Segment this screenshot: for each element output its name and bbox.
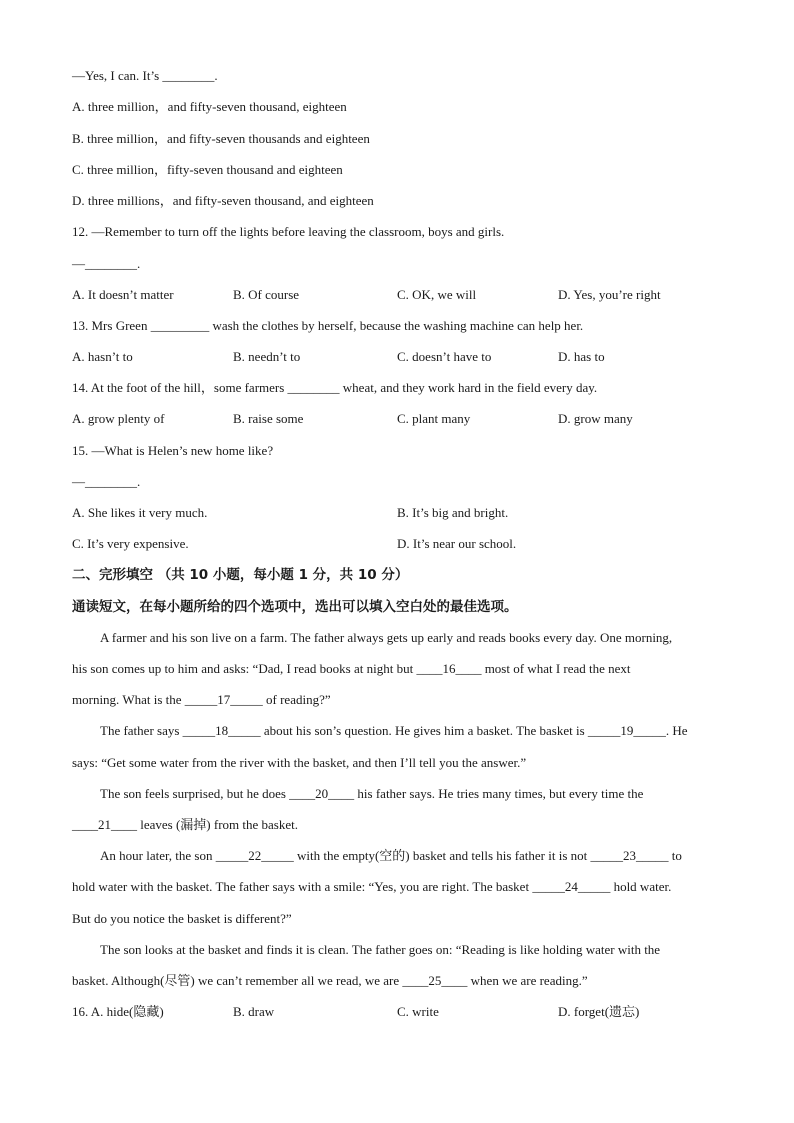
- q16-option-a: 16. A. hide(隐藏): [72, 1004, 164, 1019]
- q12-option-c: C. OK, we will: [397, 287, 477, 302]
- section-title: 二、完形填空 （共 10 小题，每小题 1 分，共 10 分）: [72, 567, 409, 583]
- passage-line-11: The son looks at the basket and finds it is clean. The father goes on: “Reading is like holding water with the: [100, 942, 661, 957]
- q15-option-c: C. It’s very expensive.: [72, 536, 189, 551]
- q12-option-d: D. Yes, you’re right: [558, 287, 661, 302]
- q12-option-b: B. Of course: [233, 287, 300, 302]
- section-instruction: 通读短文，在每小题所给的四个选项中，选出可以填入空白处的最佳选项。: [72, 599, 518, 615]
- passage-line-4: The father says _____18_____ about his son’s question. He gives him a basket. The basket is _____19_____. He: [100, 723, 688, 738]
- q11-option-c: C. three million，fifty-seven thousand and eighteen: [72, 162, 343, 177]
- q14-option-d: D. grow many: [558, 411, 633, 426]
- passage-line-8: An hour later, the son _____22_____ with the empty(空的) basket and tells his father it is not _____23_____ to: [100, 848, 682, 863]
- q11-option-a: A. three million，and fifty-seven thousand, eighteen: [72, 99, 347, 114]
- passage-line-9: hold water with the basket. The father says with a smile: “Yes, you are right. The basket _____24_____ hold water.: [72, 879, 672, 894]
- q12-reply: —________.: [72, 256, 141, 271]
- q13-option-b: B. needn’t to: [233, 349, 301, 364]
- q13-stem: 13. Mrs Green _________ wash the clothes by herself, because the washing machine can help her.: [72, 318, 584, 333]
- q14-option-a: A. grow plenty of: [72, 411, 165, 426]
- passage-line-10: But do you notice the basket is different?”: [72, 911, 292, 926]
- q13-option-d: D. has to: [558, 349, 605, 364]
- q15-option-d: D. It’s near our school.: [397, 536, 517, 551]
- passage-line-2: his son comes up to him and asks: “Dad, I read books at night but ____16____ most of what I read the next: [72, 661, 631, 676]
- q14-option-b: B. raise some: [233, 411, 304, 426]
- q13-option-c: C. doesn’t have to: [397, 349, 492, 364]
- passage-line-12: basket. Although(尽管) we can’t remember all we read, we are ____25____ when we are reading.”: [72, 973, 588, 988]
- q12-option-a: A. It doesn’t matter: [72, 287, 174, 302]
- q16-option-d: D. forget(遗忘): [558, 1004, 640, 1019]
- q11-option-b: B. three million，and fifty-seven thousands and eighteen: [72, 131, 370, 146]
- passage-line-1: A farmer and his son live on a farm. The father always gets up early and reads books every day. One morning,: [100, 630, 673, 645]
- passage-line-7: ____21____ leaves (漏掉) from the basket.: [72, 817, 299, 832]
- passage-line-3: morning. What is the _____17_____ of reading?”: [72, 692, 331, 707]
- q16-option-b: B. draw: [233, 1004, 275, 1019]
- passage-line-5: says: “Get some water from the river with the basket, and then I’ll tell you the answer.”: [72, 755, 527, 770]
- q15-option-a: A. She likes it very much.: [72, 505, 208, 520]
- q12-stem: 12. —Remember to turn off the lights before leaving the classroom, boys and girls.: [72, 224, 505, 239]
- q13-option-a: A. hasn’t to: [72, 349, 133, 364]
- q14-option-c: C. plant many: [397, 411, 471, 426]
- q14-stem: 14. At the foot of the hill，some farmers ________ wheat, and they work hard in the field every day.: [72, 380, 598, 395]
- q11-answer-line: —Yes, I can. It’s ________.: [72, 68, 218, 83]
- passage-line-6: The son feels surprised, but he does ____20____ his father says. He tries many times, but every time the: [100, 786, 644, 801]
- q16-option-c: C. write: [397, 1004, 439, 1019]
- q15-option-b: B. It’s big and bright.: [397, 505, 509, 520]
- q11-option-d: D. three millions，and fifty-seven thousand, and eighteen: [72, 193, 374, 208]
- q15-reply: —________.: [72, 474, 141, 489]
- q15-stem: 15. —What is Helen’s new home like?: [72, 443, 274, 458]
